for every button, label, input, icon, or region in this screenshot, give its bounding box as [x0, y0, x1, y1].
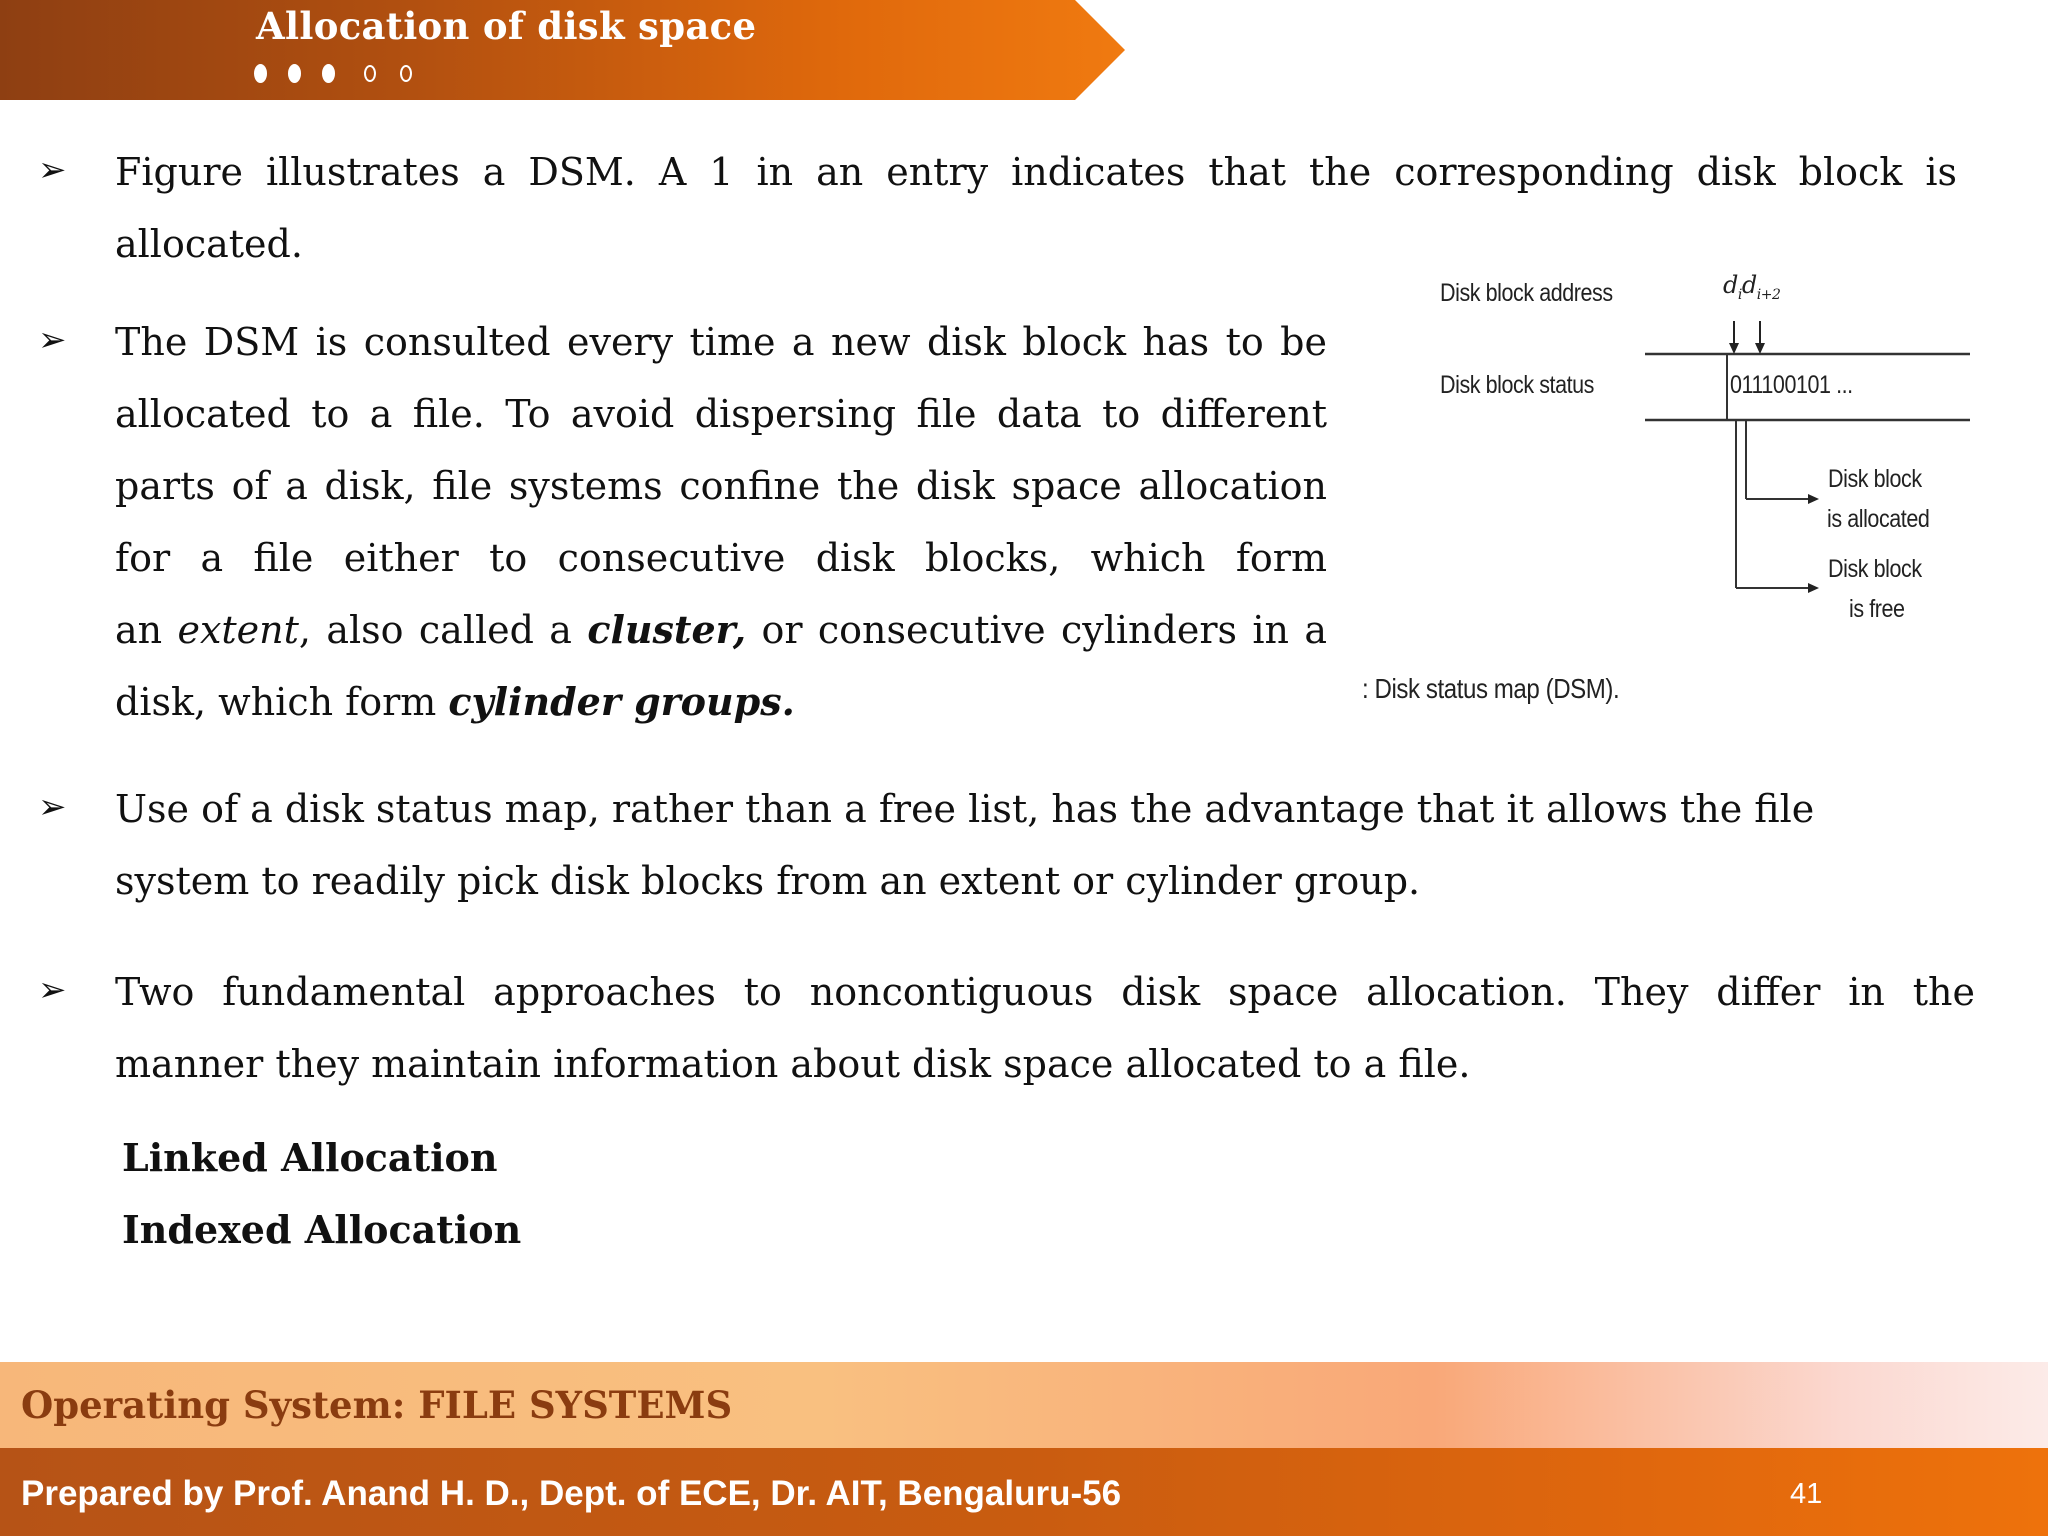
term-cylinder-groups: cylinder groups. — [448, 679, 795, 724]
footer-course-title: Operating System: FILE SYSTEMS — [21, 1383, 733, 1427]
page-number: 41 — [1790, 1478, 1823, 1510]
disk-block-address-label: Disk block address — [1440, 279, 1613, 307]
footer-credit: Prepared by Prof. Anand H. D., Dept. of ECE, Dr. AIT, Bengaluru-56 — [21, 1474, 1122, 1513]
bullet-2-line-4: for a file either to consecutive disk blocks, which form — [115, 536, 1327, 580]
bullet-3-text — [115, 773, 1957, 917]
text-run: , also called a — [298, 608, 588, 652]
bullet-2-line-6 — [115, 666, 1327, 738]
dsm-figure — [1350, 265, 1980, 725]
term-extent: extent — [177, 608, 299, 652]
progress-dot-empty — [364, 65, 376, 82]
caption-text: Disk status map (DSM). — [1374, 673, 1620, 704]
address-arrowhead-i2 — [1755, 343, 1765, 354]
allocation-type-linked: Linked Allocation — [122, 1135, 498, 1180]
bullet-2-line-1: The DSM is consulted every time a new disk block has to be — [115, 320, 1327, 364]
text-run: or consecutive cylinders in a — [746, 608, 1327, 652]
progress-dot-empty — [400, 65, 412, 82]
bullet-4-line-2: manner they maintain information about disk space allocated to a file. — [115, 1042, 1471, 1086]
bullet-1-line-2: allocated. — [115, 222, 303, 266]
bullet-1-text — [115, 136, 1957, 280]
bullet-arrow-icon: ➢ — [38, 787, 67, 827]
bullet-arrow-icon: ➢ — [38, 320, 67, 360]
dsm-diagram — [1350, 265, 1980, 725]
progress-dot-filled — [254, 64, 267, 83]
allocated-label-1: Disk block — [1828, 465, 1922, 493]
bullet-2-text — [115, 306, 1327, 738]
bullet-3-line-2: system to readily pick disk blocks from an extent or cylinder group. — [115, 859, 1421, 903]
bullet-1-line-1: Figure illustrates a DSM. A 1 in an entry indicates that the corresponding disk block is — [115, 150, 1957, 194]
bullet-2-line-3: parts of a disk, file systems confine the disk space allocation — [115, 464, 1327, 508]
address-d-2: d — [1741, 271, 1757, 299]
address-sub-i: i — [1737, 286, 1742, 303]
allocated-arrowhead — [1808, 494, 1819, 504]
bullet-2-line-2: allocated to a file. To avoid dispersing file data to different — [115, 392, 1327, 436]
term-cluster: cluster, — [587, 607, 747, 652]
bullet-2-line-5 — [115, 594, 1327, 666]
free-label-1: Disk block — [1828, 555, 1922, 583]
bullet-4-text — [115, 956, 1975, 1100]
bullet-arrow-icon: ➢ — [38, 150, 67, 190]
figure-caption — [1362, 673, 1619, 705]
text-run: disk, which form — [115, 680, 449, 724]
allocated-label-2: is allocated — [1827, 505, 1930, 533]
address-symbols — [1723, 271, 1780, 303]
caption-marker: : — [1362, 673, 1369, 704]
free-arrowhead — [1808, 583, 1819, 593]
allocation-type-indexed: Indexed Allocation — [122, 1207, 522, 1252]
progress-dot-filled — [288, 64, 301, 83]
address-sub-i2: i+2 — [1756, 286, 1781, 303]
slide-title: Allocation of disk space — [256, 4, 757, 48]
free-label-2: is free — [1849, 595, 1905, 623]
bullet-4-line-1: Two fundamental approaches to noncontiguous disk space allocation. They differ in the — [115, 970, 1975, 1014]
address-arrowhead-i — [1729, 343, 1739, 354]
bullet-3-line-1: Use of a disk status map, rather than a free list, has the advantage that it allows the file — [115, 787, 1815, 831]
progress-dot-filled — [322, 64, 335, 83]
address-d: d — [1723, 271, 1738, 299]
disk-block-status-label: Disk block status — [1440, 371, 1594, 399]
bullet-arrow-icon: ➢ — [38, 970, 67, 1010]
status-bits: 011100101 ... — [1730, 371, 1853, 399]
text-run: an — [115, 608, 178, 652]
